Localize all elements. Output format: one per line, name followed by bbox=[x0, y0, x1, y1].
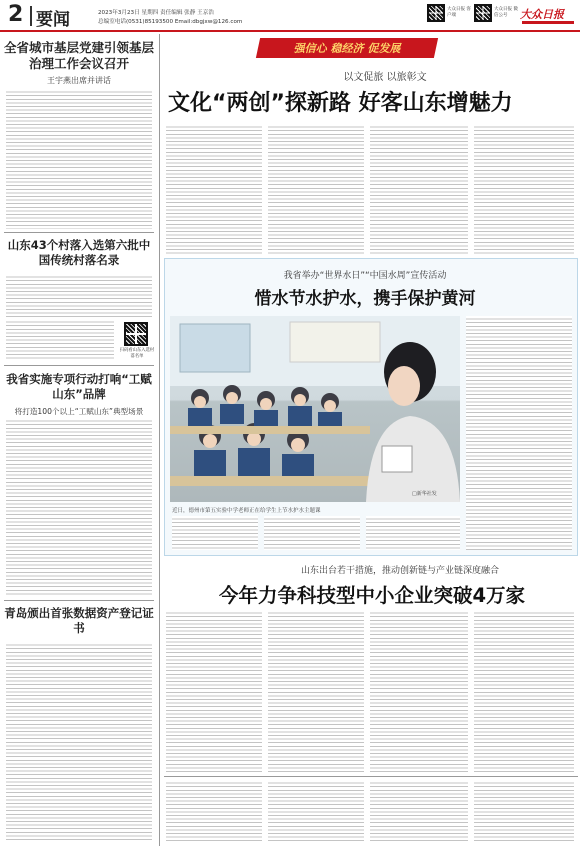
bottom-body-col4 bbox=[474, 610, 574, 772]
page-number-divider bbox=[30, 6, 32, 26]
story1-body bbox=[6, 89, 152, 229]
story3-headline[interactable]: 我省实施专项行动打响“工赋山东”品牌 bbox=[6, 372, 152, 401]
story4-body bbox=[6, 642, 152, 842]
water-body-col3 bbox=[366, 516, 460, 550]
water-body-col2 bbox=[264, 516, 360, 550]
page-number: 2 bbox=[8, 2, 24, 27]
phone-line: 总编室电话(0531)85193500 Email:dbgjxw@126.com bbox=[98, 19, 243, 25]
bottom-body-lower-col2 bbox=[268, 780, 364, 842]
story1-subtitle: 王宇燕出席并讲话 bbox=[47, 76, 111, 85]
bottom-body-col3 bbox=[370, 610, 468, 772]
story3-body bbox=[6, 418, 152, 596]
story2-body-cont bbox=[6, 319, 114, 361]
story4-headline[interactable]: 青岛颁出首张数据资产登记证书 bbox=[4, 606, 154, 635]
bottom-headline[interactable]: 今年力争科技型中小企业突破4万家 bbox=[218, 584, 526, 607]
bottom-body-lower-col3 bbox=[370, 780, 468, 842]
lead-kicker: 以文促旅 以旅彰文 bbox=[343, 72, 427, 83]
date-line: 2023年3月23日 星期四 责任编辑 张静 王京浩 bbox=[98, 10, 214, 16]
lead-body-col3 bbox=[370, 124, 468, 254]
column-divider bbox=[159, 34, 160, 846]
lead-body-col1 bbox=[166, 124, 262, 254]
qr-caption-app: 大众日报 客户端 bbox=[447, 7, 471, 18]
divider bbox=[4, 365, 154, 366]
bottom-body-lower-col1 bbox=[166, 780, 262, 842]
story2-body bbox=[6, 274, 152, 319]
masthead bbox=[0, 0, 580, 34]
photo-caption: 近日，德州市第五实验中学老师正在给学生上节水护水主题课 bbox=[172, 508, 321, 514]
masthead-rule bbox=[0, 30, 580, 32]
water-kicker: 我省举办“世界水日”“中国水周”宣传活动 bbox=[283, 271, 447, 281]
story1-headline[interactable]: 全省城市基层党建引领基层治理工作会议召开 bbox=[4, 40, 155, 71]
bottom-body-col1 bbox=[166, 610, 262, 772]
photo-illustration bbox=[170, 316, 460, 502]
left-column bbox=[0, 34, 158, 846]
qr-code-wechat[interactable] bbox=[474, 4, 492, 22]
bottom-body-col2 bbox=[268, 610, 364, 772]
qr-caption-wechat: 大众日报 微信公号 bbox=[494, 7, 518, 18]
qr-code-app[interactable] bbox=[427, 4, 445, 22]
section-title: 要闻 bbox=[36, 10, 70, 30]
slogan-text: 强信心 稳经济 促发展 bbox=[293, 42, 401, 55]
divider bbox=[4, 600, 154, 601]
water-headline[interactable]: 惜水节水护水，携手保护黄河 bbox=[254, 289, 476, 309]
classroom-photo[interactable] bbox=[170, 316, 460, 502]
divider bbox=[164, 776, 578, 777]
lead-body-col2 bbox=[268, 124, 364, 254]
masthead-logo: 大众日报 bbox=[520, 8, 564, 21]
bottom-kicker: 山东出台若干措施，推动创新链与产业链深度融合 bbox=[300, 566, 499, 576]
qr-code-villages[interactable] bbox=[124, 322, 148, 346]
story2-headline[interactable]: 山东43个村落入选第六批中国传统村落名录 bbox=[7, 238, 151, 267]
lead-body-col4 bbox=[474, 124, 574, 254]
masthead-logo-sub bbox=[522, 21, 574, 24]
lead-headline[interactable]: 文化“两创”探新路 好客山东增魅力 bbox=[168, 91, 513, 116]
story3-subtitle: 将打造100个以上“工赋山东”典型场景 bbox=[14, 407, 144, 416]
qr-caption-villages: 扫码看山东入选村落名单 bbox=[119, 348, 155, 359]
water-body-col1 bbox=[172, 516, 258, 550]
bottom-body-lower-col4 bbox=[474, 780, 574, 842]
divider bbox=[4, 232, 154, 233]
photo-credit: □新华社发 bbox=[412, 491, 437, 497]
water-body-right bbox=[466, 316, 572, 550]
